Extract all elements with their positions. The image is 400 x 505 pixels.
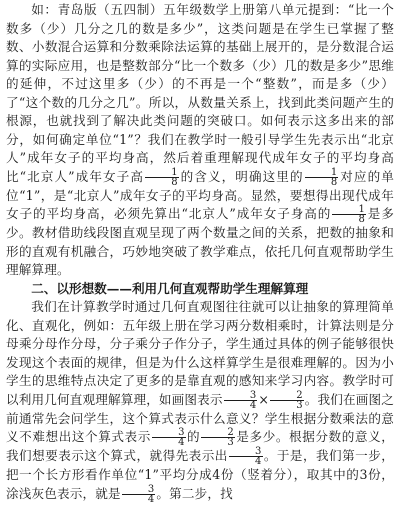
fraction-numerator: 3 [224, 391, 258, 401]
multiply-sign: × [258, 391, 270, 407]
fraction-one-eighth [145, 168, 179, 187]
fraction-one-eighth [332, 205, 366, 224]
paragraph-text: 。第二步，找 [156, 485, 233, 501]
section-heading: 二、以形想数——利用几何直观帮助学生理解算理 [31, 280, 309, 296]
fraction-numerator: 2 [270, 391, 304, 401]
paragraph-text: 我们在计算教学时通过几何直观图往往就可以让抽象的算理简单化、直观化，例如：五年级上册在学习两分数相乘时，计算法则是分母乘分母作分母，分子乘分子作分子，学生通过具体的例子能够很快发现这个表面的规律，但是为什么这样算学生是很难理解的。因为小学生的思维特点决定了更多的是靠直观的感知来学习内容。教学时可以利用几何直观理解算理，如画图表示 [6, 299, 394, 407]
fraction-numerator: 3 [122, 485, 156, 495]
fraction-denominator: 3 [296, 399, 303, 411]
fraction-numerator: 1 [332, 205, 366, 215]
fraction-numerator: 1 [145, 168, 179, 178]
fraction-denominator: 4 [255, 456, 262, 467]
fraction-three-fourths [229, 447, 263, 466]
paragraph-geometric-intuition [6, 298, 394, 504]
fraction-denominator: 8 [171, 176, 178, 188]
fraction-three-fourths [152, 428, 186, 447]
paragraph-text: 是多少。根据分数的意义，我们想要表示这个算式，就得先表示出 [6, 429, 394, 463]
fraction-two-thirds [201, 428, 235, 447]
paragraph-number-line-example [6, 1, 394, 280]
fraction-denominator: 4 [249, 399, 257, 411]
paragraph-text: 是多少。教材借助线段图直观呈现了两个数量之间的关系，把数的抽象和形的直观有机融合，巧妙地突破了教学难点，依托几何直观帮助学生理解算理。 [6, 206, 394, 277]
fraction-denominator: 8 [358, 214, 365, 225]
fraction-numerator: 3 [229, 447, 263, 457]
fraction-denominator: 8 [330, 176, 338, 188]
fraction-numerator: 3 [152, 428, 186, 438]
paragraph-text: 的含义，明确这里的 [179, 168, 304, 184]
paragraph-text: 。于是，我们第一步，把一个长方形看作单位“1”平均分成4份（竖着分），取其中的3份，涂浅灰色表示，就是 [6, 448, 394, 501]
fraction-denominator: 4 [178, 437, 185, 448]
paragraph-text: 。我们在画图之前通常先会问学生，这个算式表示什么意义？学生根据分数乘法的意义不难想出这个算式表示 [6, 391, 394, 444]
fraction-three-fourths [122, 485, 156, 504]
paragraph-text: 如：青岛版（五四制）五年级数学上册第八单元提到：“比一个数多（少）几分之几的数是多少”，这类问题是在学生已掌握了整数、小数混合运算和分数乘除法运算的基础上展开的，是分数混合运算的实际应用，也是整数部分“比一个数多（少）几的数是多少”思维的延伸，不过这里多（少）的不再是一个“整数”，而是多（少）了“这个数的几分之几”。所以，从数量关系上，找到此类问题产生的根源，也就找到了解决此类问题的突破口。如何表示这多出来的部分，如何确定单位“1”？我们在教学时一般引导学生先表示出“北京人”成年女子的平均身高，然后着重理解现代成年女子的平均身高比“北京人”成年女子高 [6, 2, 394, 184]
fraction-denominator: 4 [147, 493, 155, 505]
fraction-denominator: 3 [227, 437, 234, 448]
paragraph-text: 对应的单位“1”，是“北京人”成年女子的平均身高。显然，要想得出现代成年女子的平均身高，必须先算出“北京人”成年女子身高的 [6, 168, 394, 221]
fraction-numerator: 2 [201, 428, 235, 438]
fraction-numerator: 1 [305, 168, 339, 178]
fraction-three-fourths [224, 391, 258, 410]
fraction-two-thirds [270, 391, 304, 410]
fraction-one-eighth [305, 168, 339, 187]
paragraph-text: 的 [186, 429, 201, 444]
